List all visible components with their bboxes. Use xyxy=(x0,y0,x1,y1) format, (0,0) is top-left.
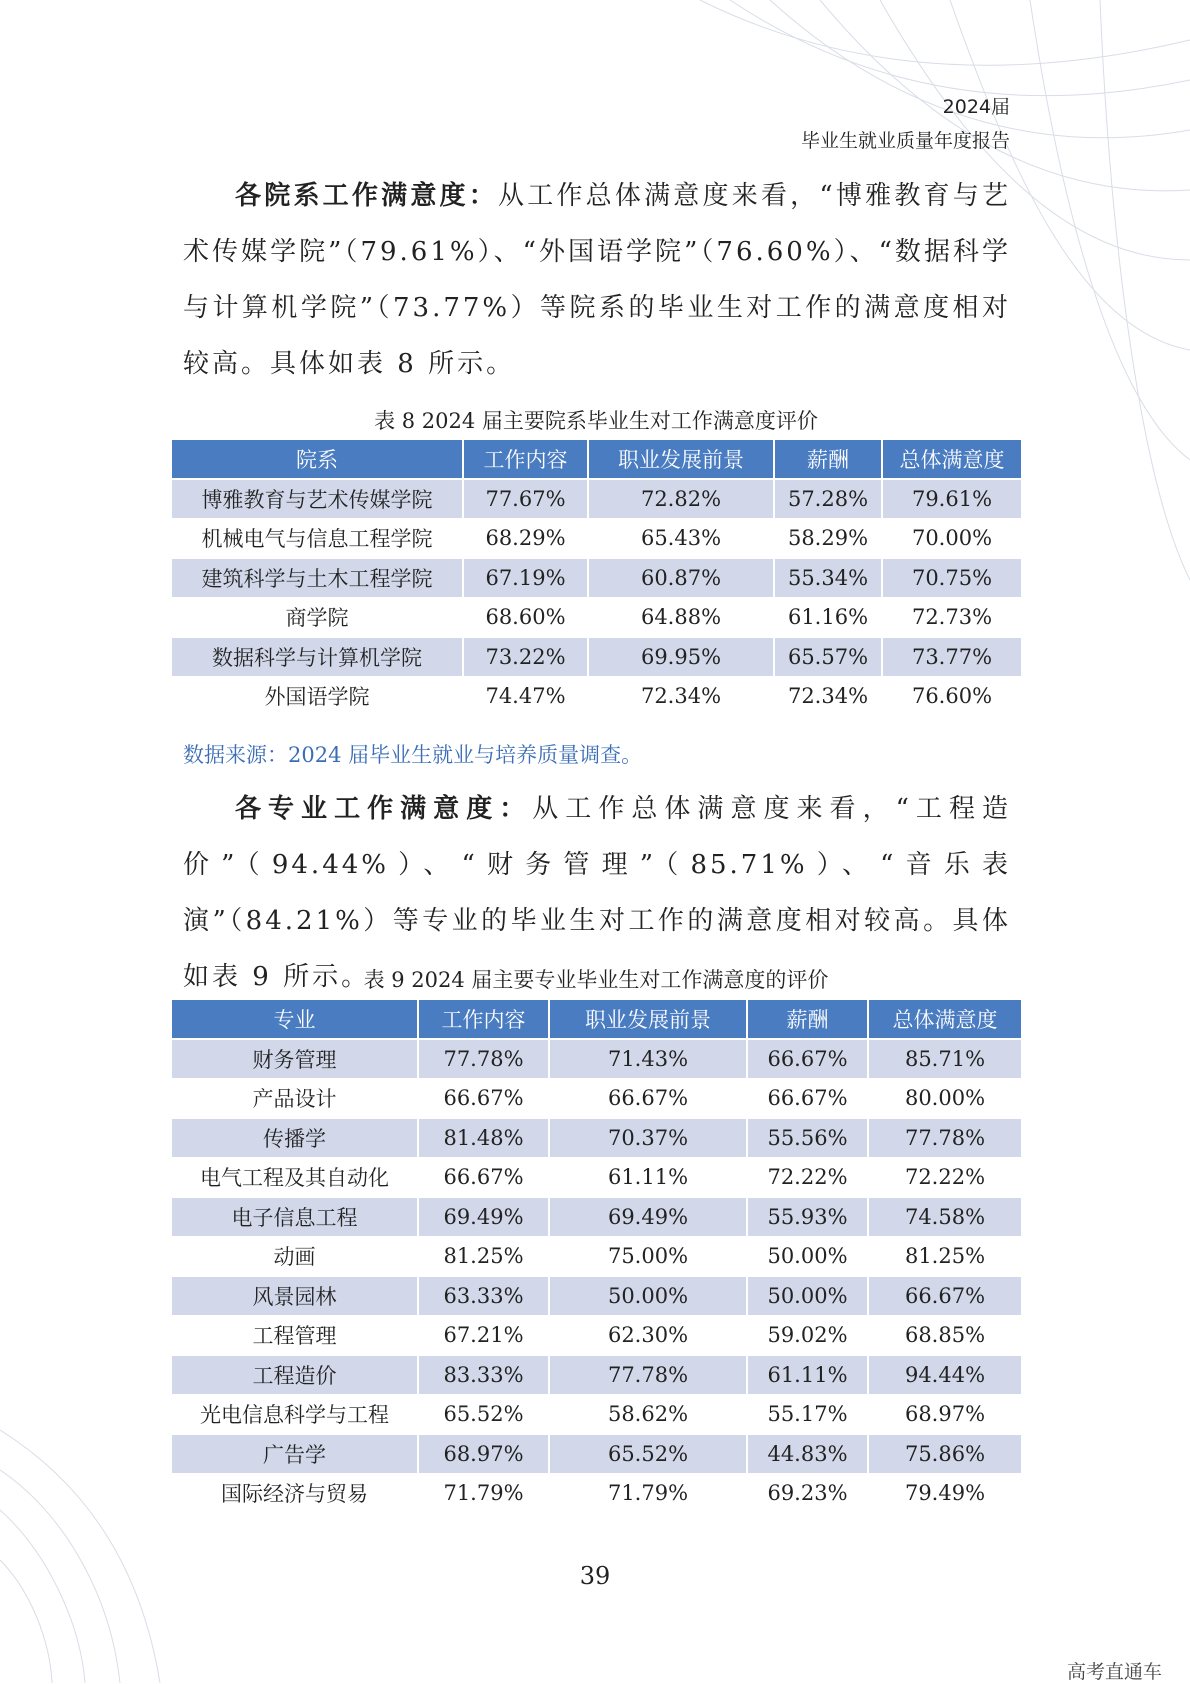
value-cell: 81.25% xyxy=(868,1237,1022,1277)
value-cell: 55.17% xyxy=(747,1395,868,1435)
paragraph-lead: 各专业工作满意度： xyxy=(235,794,533,824)
value-cell: 69.49% xyxy=(418,1197,549,1237)
row-label-cell: 建筑科学与土木工程学院 xyxy=(171,558,463,598)
column-header: 总体满意度 xyxy=(882,439,1022,479)
value-cell: 63.33% xyxy=(418,1276,549,1316)
value-cell: 80.00% xyxy=(868,1079,1022,1119)
table-row xyxy=(171,1237,1022,1277)
value-cell: 55.56% xyxy=(747,1118,868,1158)
table9-caption: 表 9 2024 届主要专业毕业生对工作满意度的评价 xyxy=(363,968,829,992)
value-cell: 72.73% xyxy=(882,598,1022,638)
value-cell: 77.78% xyxy=(549,1355,747,1395)
value-cell: 77.78% xyxy=(418,1039,549,1079)
table-row xyxy=(171,519,1022,559)
table-row xyxy=(171,1355,1022,1395)
column-header: 专业 xyxy=(171,999,418,1039)
value-cell: 71.79% xyxy=(549,1474,747,1514)
column-header: 工作内容 xyxy=(463,439,588,479)
table-row xyxy=(171,637,1022,677)
value-cell: 66.67% xyxy=(418,1158,549,1198)
column-header: 薪酬 xyxy=(774,439,882,479)
value-cell: 77.78% xyxy=(868,1118,1022,1158)
value-cell: 50.00% xyxy=(747,1276,868,1316)
value-cell: 64.88% xyxy=(588,598,774,638)
table-row xyxy=(171,1039,1022,1079)
value-cell: 66.67% xyxy=(549,1079,747,1119)
column-header: 职业发展前景 xyxy=(588,439,774,479)
column-header: 总体满意度 xyxy=(868,999,1022,1039)
row-label-cell: 工程造价 xyxy=(171,1355,418,1395)
value-cell: 67.21% xyxy=(418,1316,549,1356)
value-cell: 81.48% xyxy=(418,1118,549,1158)
column-header: 职业发展前景 xyxy=(549,999,747,1039)
value-cell: 76.60% xyxy=(882,677,1022,717)
header-title: 毕业生就业质量年度报告 xyxy=(800,130,1010,152)
value-cell: 66.67% xyxy=(747,1079,868,1119)
data-source-note: 数据来源：2024 届毕业生就业与培养质量调查。 xyxy=(183,743,643,767)
row-label-cell: 财务管理 xyxy=(171,1039,418,1079)
row-label-cell: 博雅教育与艺术传媒学院 xyxy=(171,479,463,519)
row-label-cell: 机械电气与信息工程学院 xyxy=(171,519,463,559)
table-row xyxy=(171,1474,1022,1514)
value-cell: 74.47% xyxy=(463,677,588,717)
value-cell: 55.34% xyxy=(774,558,882,598)
value-cell: 72.34% xyxy=(588,677,774,717)
row-label-cell: 产品设计 xyxy=(171,1079,418,1119)
row-label-cell: 光电信息科学与工程 xyxy=(171,1395,418,1435)
row-label-cell: 数据科学与计算机学院 xyxy=(171,637,463,677)
table-row xyxy=(171,1434,1022,1474)
table-row xyxy=(171,1079,1022,1119)
row-label-cell: 商学院 xyxy=(171,598,463,638)
value-cell: 73.22% xyxy=(463,637,588,677)
value-cell: 85.71% xyxy=(868,1039,1022,1079)
report-header xyxy=(801,90,1010,158)
value-cell: 66.67% xyxy=(868,1276,1022,1316)
value-cell: 62.30% xyxy=(549,1316,747,1356)
value-cell: 68.85% xyxy=(868,1316,1022,1356)
value-cell: 55.93% xyxy=(747,1197,868,1237)
column-header: 院系 xyxy=(171,439,463,479)
value-cell: 69.95% xyxy=(588,637,774,677)
value-cell: 71.43% xyxy=(549,1039,747,1079)
value-cell: 73.77% xyxy=(882,637,1022,677)
value-cell: 68.29% xyxy=(463,519,588,559)
watermark-text: 高考直通车 xyxy=(1066,1661,1162,1683)
column-header: 薪酬 xyxy=(747,999,868,1039)
value-cell: 68.97% xyxy=(418,1434,549,1474)
table-row xyxy=(171,1316,1022,1356)
row-label-cell: 电气工程及其自动化 xyxy=(171,1158,418,1198)
value-cell: 58.62% xyxy=(549,1395,747,1435)
value-cell: 70.75% xyxy=(882,558,1022,598)
value-cell: 61.11% xyxy=(747,1355,868,1395)
paragraph-text: 从工作总体满意度来看，“博雅教育与艺术传媒学院”（79.61%）、“外国语学院”（76.60%）、“数据科学与计算机学院”（73.77%）等院系的毕业生对工作的满意度相对较高。具体如表 8 所示。 xyxy=(183,181,1011,379)
table-header-row xyxy=(171,439,1022,479)
value-cell: 57.28% xyxy=(774,479,882,519)
value-cell: 65.52% xyxy=(549,1434,747,1474)
value-cell: 65.43% xyxy=(588,519,774,559)
row-label-cell: 电子信息工程 xyxy=(171,1197,418,1237)
value-cell: 72.22% xyxy=(868,1158,1022,1198)
row-label-cell: 传播学 xyxy=(171,1118,418,1158)
value-cell: 94.44% xyxy=(868,1355,1022,1395)
table-row xyxy=(171,479,1022,519)
value-cell: 61.16% xyxy=(774,598,882,638)
table-row xyxy=(171,677,1022,717)
value-cell: 71.79% xyxy=(418,1474,549,1514)
value-cell: 77.67% xyxy=(463,479,588,519)
value-cell: 69.49% xyxy=(549,1197,747,1237)
table-row xyxy=(171,1118,1022,1158)
value-cell: 75.86% xyxy=(868,1434,1022,1474)
table8-caption: 表 8 2024 届主要院系毕业生对工作满意度评价 xyxy=(374,409,818,433)
value-cell: 70.00% xyxy=(882,519,1022,559)
value-cell: 69.23% xyxy=(747,1474,868,1514)
value-cell: 60.87% xyxy=(588,558,774,598)
value-cell: 66.67% xyxy=(747,1039,868,1079)
paragraph-department-satisfaction xyxy=(183,168,1011,392)
value-cell: 66.67% xyxy=(418,1079,549,1119)
value-cell: 50.00% xyxy=(549,1276,747,1316)
row-label-cell: 外国语学院 xyxy=(171,677,463,717)
value-cell: 44.83% xyxy=(747,1434,868,1474)
value-cell: 59.02% xyxy=(747,1316,868,1356)
department-satisfaction-table xyxy=(170,438,1023,717)
header-year: 2024届 xyxy=(942,96,1010,118)
table-row xyxy=(171,1197,1022,1237)
value-cell: 58.29% xyxy=(774,519,882,559)
value-cell: 72.22% xyxy=(747,1158,868,1198)
value-cell: 83.33% xyxy=(418,1355,549,1395)
value-cell: 74.58% xyxy=(868,1197,1022,1237)
value-cell: 75.00% xyxy=(549,1237,747,1277)
value-cell: 65.57% xyxy=(774,637,882,677)
value-cell: 81.25% xyxy=(418,1237,549,1277)
table-row xyxy=(171,558,1022,598)
value-cell: 68.97% xyxy=(868,1395,1022,1435)
row-label-cell: 国际经济与贸易 xyxy=(171,1474,418,1514)
table-header-row xyxy=(171,999,1022,1039)
table-row xyxy=(171,1158,1022,1198)
value-cell: 50.00% xyxy=(747,1237,868,1277)
paragraph-lead: 各院系工作满意度： xyxy=(235,181,498,211)
page-number: 39 xyxy=(579,1562,611,1590)
table-row xyxy=(171,1276,1022,1316)
value-cell: 72.82% xyxy=(588,479,774,519)
table-row xyxy=(171,1395,1022,1435)
value-cell: 65.52% xyxy=(418,1395,549,1435)
row-label-cell: 工程管理 xyxy=(171,1316,418,1356)
value-cell: 79.61% xyxy=(882,479,1022,519)
major-satisfaction-table xyxy=(170,998,1023,1514)
table-row xyxy=(171,598,1022,638)
column-header: 工作内容 xyxy=(418,999,549,1039)
value-cell: 67.19% xyxy=(463,558,588,598)
row-label-cell: 广告学 xyxy=(171,1434,418,1474)
row-label-cell: 动画 xyxy=(171,1237,418,1277)
row-label-cell: 风景园林 xyxy=(171,1276,418,1316)
value-cell: 61.11% xyxy=(549,1158,747,1198)
value-cell: 70.37% xyxy=(549,1118,747,1158)
paragraph-text: 从工作总体满意度来看，“工程造价”（94.44%）、“财务管理”（85.71%）、“音乐表演”（84.21%）等专业的毕业生对工作的满意度相对较高。具体如表 9 所示。 xyxy=(183,794,1011,992)
value-cell: 72.34% xyxy=(774,677,882,717)
value-cell: 79.49% xyxy=(868,1474,1022,1514)
value-cell: 68.60% xyxy=(463,598,588,638)
